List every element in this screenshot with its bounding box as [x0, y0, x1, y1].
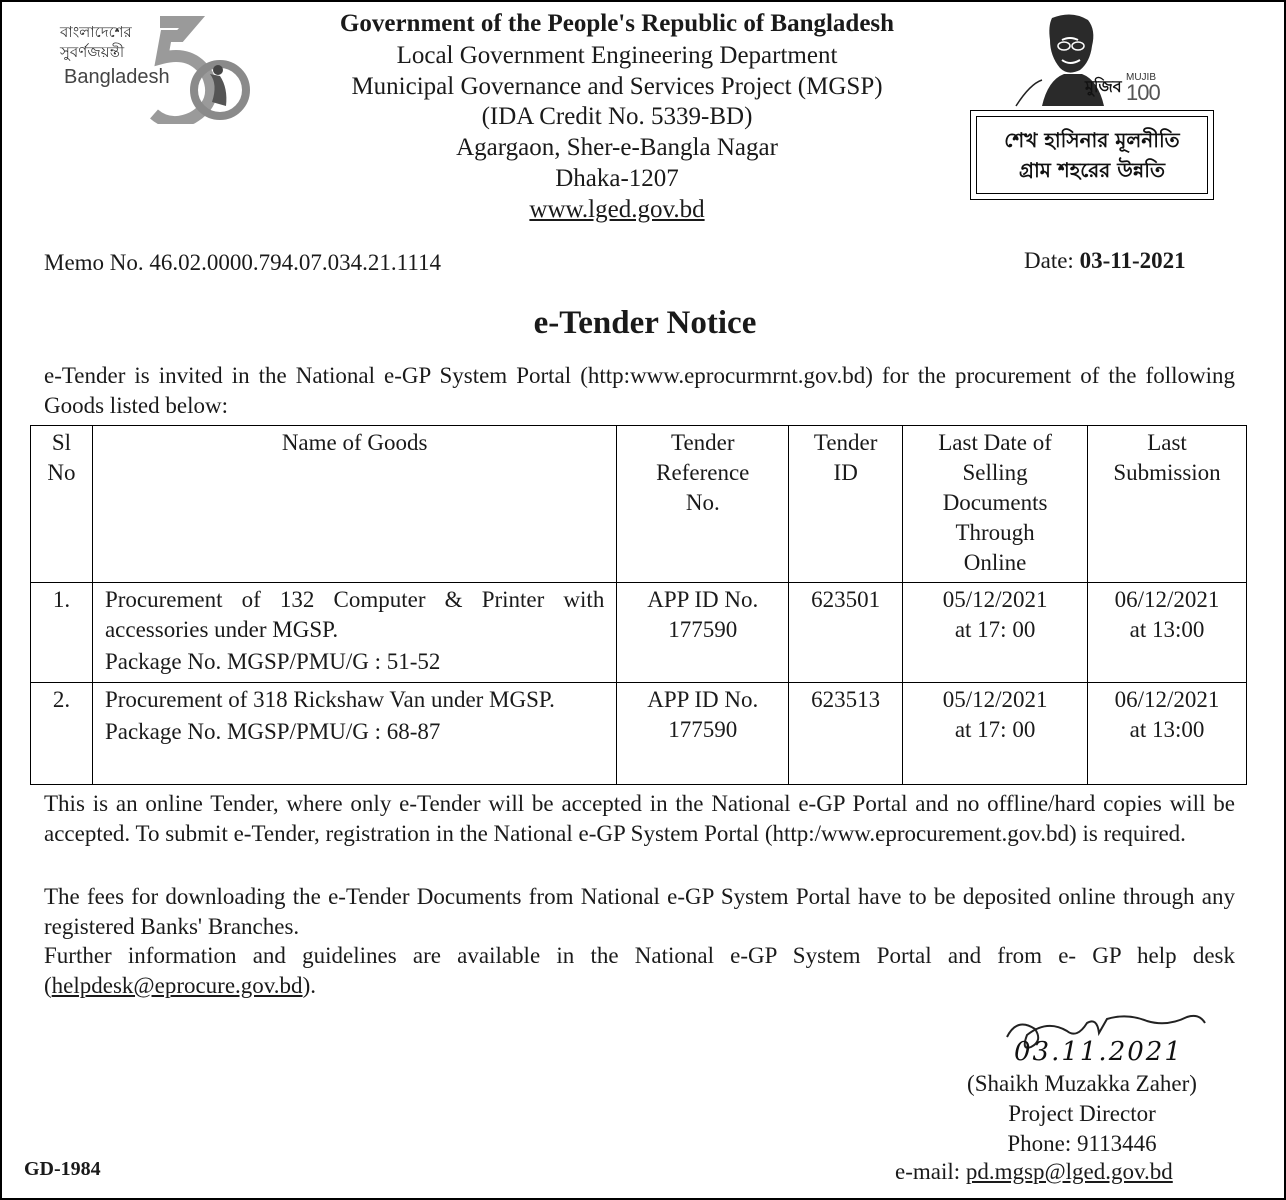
cell-last-submission: 06/12/2021 at 13:00 [1088, 583, 1247, 683]
header-department: Local Government Engineering Department [396, 42, 838, 69]
helpdesk-paragraph: Further information and guidelines are available in the National e-GP System Portal and from e- GP help desk (helpdesk@eprocure.gov.bd). [44, 943, 1235, 998]
col-header-reference: Tender Reference No. [617, 426, 789, 583]
goods-description: Procurement of 132 Computer & Printer with accessories under MGSP. [104, 587, 605, 642]
cell-last-selling: 05/12/2021 at 17: 00 [903, 683, 1088, 785]
logo-bangla-line-2: সুবর্ণজয়ন্তী [60, 43, 125, 61]
online-tender-paragraph: This is an online Tender, where only e-Tender will be accepted in the National e-GP Portal and no offline/hard copies will be accepted. To submit e-Tender, registration in the National e-GP System Portal (http:/www.eprocurement.gov.bd) is required. [44, 791, 1235, 846]
slogan-line-1: শেখ হাসিনার মূলনীতি [1004, 128, 1180, 152]
helpdesk-email-link[interactable]: helpdesk@eprocure.gov.bd [51, 973, 303, 998]
cell-reference: APP ID No. 177590 [617, 683, 789, 785]
cell-reference: APP ID No. 177590 [617, 583, 789, 683]
page-title: e-Tender Notice [533, 305, 757, 341]
col-header-last-selling: Last Date of Selling Documents Through Online [903, 426, 1088, 583]
col-header-sl: Sl No [31, 426, 93, 583]
header-government: Government of the People's Republic of Bangladesh [339, 10, 895, 37]
header-website-link[interactable]: www.lged.gov.bd [529, 196, 705, 223]
col-header-tender-id: Tender ID [789, 426, 903, 583]
cell-tender-id: 623501 [789, 583, 903, 683]
fees-paragraph: The fees for downloading the e-Tender Documents from National e-GP System Portal have to be deposited online through any registered Banks' Branches. [44, 884, 1235, 939]
date-label: Date: [1024, 248, 1074, 273]
date-value: 03-11-2021 [1079, 248, 1186, 273]
table-header-row [31, 426, 1247, 583]
col-header-goods: Name of Goods [92, 426, 616, 583]
footer-code: GD-1984 [24, 1158, 101, 1180]
mujib-bangla-label: মুজিব [1085, 77, 1122, 96]
cell-sl: 2. [31, 683, 93, 785]
cell-tender-id: 623513 [789, 683, 903, 785]
signer-phone: Phone: 9113446 [1007, 1131, 1157, 1156]
goods-table [30, 425, 1247, 785]
cell-sl: 1. [31, 583, 93, 683]
goods-package: Package No. MGSP/PMU/G : 68-87 [104, 719, 441, 744]
notice-date [1024, 248, 1186, 274]
goods-description: Procurement of 318 Rickshaw Van under MGSP. [104, 687, 555, 712]
table-row [31, 583, 1247, 683]
col-header-last-submission: Last Submission [1088, 426, 1247, 583]
mujib-number-label: 100 [1126, 80, 1160, 105]
memo-number [44, 250, 441, 276]
cell-goods [92, 583, 616, 683]
logo-bangla-line-1: বাংলাদেশের [60, 23, 132, 41]
logo-bangladesh-text: Bangladesh [64, 66, 170, 88]
mujib-small-label: MUJIB [1126, 72, 1156, 83]
goods-package: Package No. MGSP/PMU/G : 51-52 [104, 649, 441, 674]
header-city: Dhaka-1207 [555, 165, 679, 192]
cell-goods [92, 683, 616, 785]
email-link[interactable]: pd.mgsp@lged.gov.bd [965, 1159, 1173, 1184]
cell-last-selling: 05/12/2021 at 17: 00 [903, 583, 1088, 683]
memo-label: Memo No. [44, 250, 144, 275]
signer-designation: Project Director [1008, 1101, 1156, 1126]
email-label: e-mail: [895, 1159, 961, 1184]
handwritten-date: 03.11.2021 [1014, 1037, 1183, 1067]
header-credit: (IDA Credit No. 5339-BD) [481, 103, 753, 130]
intro-paragraph: e-Tender is invited in the National e-GP System Portal (http:www.eprocurmrnt.gov.bd) for the procurement of the following Goods listed below: [44, 363, 1235, 418]
slogan-line-2: গ্রাম শহরের উন্নতি [1019, 158, 1165, 182]
signer-email [895, 1159, 1173, 1185]
slogan-box [970, 110, 1214, 200]
cell-last-submission: 06/12/2021 at 13:00 [1088, 683, 1247, 785]
header-address: Agargaon, Sher-e-Bangla Nagar [456, 134, 778, 161]
logo-bangla-text [60, 22, 132, 62]
signer-name: (Shaikh Muzakka Zaher) [967, 1071, 1197, 1096]
memo-value: 46.02.0000.794.07.034.21.1114 [149, 250, 441, 275]
table-row [31, 683, 1247, 785]
header-project: Municipal Governance and Services Project (MGSP) [351, 73, 883, 100]
